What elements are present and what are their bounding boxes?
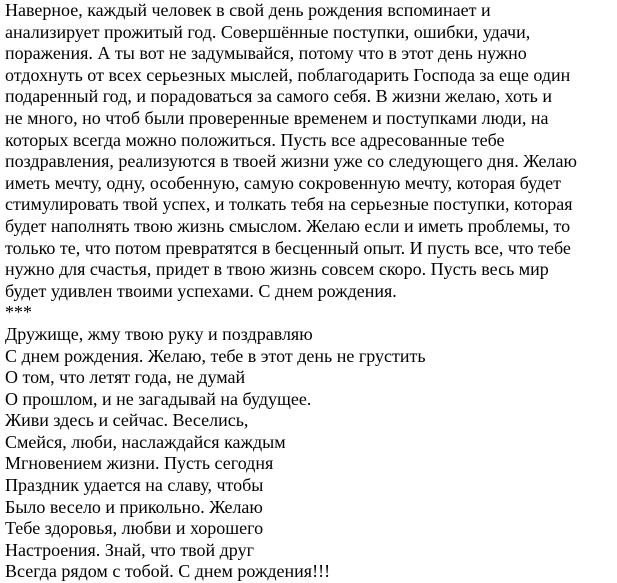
prose-line: только те, что потом превратятся в бесценный опыт. И пусть все, что тебе (5, 237, 571, 258)
poem-line: Смейся, люби, наслаждайся каждым (5, 431, 286, 452)
prose-line: отдохнуть от всех серьезных мыслей, поблагодарить Господа за еще один (5, 64, 571, 85)
poem-line: Настроения. Знай, что твой друг (5, 539, 254, 560)
prose-line: будет удивлен твоими успехами. С днем рождения. (5, 280, 397, 301)
prose-line: нужно для счастья, придет в твою жизнь совсем скоро. Пусть весь мир (5, 259, 549, 280)
prose-line: не много, но чтоб были проверенные временем и поступками люди, на (5, 107, 549, 128)
poem-line: С днем рождения. Желаю, тебе в этот день не грустить (5, 345, 426, 366)
prose-paragraph (5, 0, 617, 302)
prose-line: иметь мечту, одну, особенную, самую сокровенную мечту, которая будет (5, 172, 561, 193)
prose-line: будет наполнять твою жизнь смыслом. Желаю если и иметь проблемы, то (5, 215, 571, 236)
poem (5, 324, 617, 583)
poem-line: Всегда рядом с тобой. С днем рождения!!! (5, 561, 331, 582)
poem-line: Праздник удается на славу, чтобы (5, 475, 264, 496)
poem-line: Дружище, жму твою руку и поздравляю (5, 323, 313, 344)
prose-line: анализирует прожитый год. Совершённые поступки, ошибки, удачи, (5, 21, 531, 42)
poem-line: Было весело и прикольно. Желаю (5, 496, 263, 517)
prose-line: подаренный год, и порадоваться за самого себя. В жизни желаю, хоть и (5, 86, 553, 107)
poem-line: Живи здесь и сейчас. Веселись, (5, 410, 249, 431)
prose-line: стимулировать твой успех, и толкать тебя на серьезные поступки, которая (5, 194, 573, 215)
poem-line: О прошлом, и не загадывай на будущее. (5, 388, 312, 409)
prose-line: которых всегда можно положиться. Пусть все адресованные тебе (5, 129, 505, 150)
prose-line: Наверное, каждый человек в свой день рождения вспоминает и (5, 0, 491, 20)
prose-line: поздравления, реализуются в твоей жизни уже со следующего дня. Желаю (5, 151, 577, 172)
poem-line: О том, что летят года, не думай (5, 367, 246, 388)
separator: *** (5, 302, 32, 323)
poem-line: Мгновением жизни. Пусть сегодня (5, 453, 274, 474)
poem-line: Тебе здоровья, любви и хорошего (5, 518, 264, 539)
prose-line: поражения. А ты вот не задумывайся, потому что в этот день нужно (5, 43, 527, 64)
